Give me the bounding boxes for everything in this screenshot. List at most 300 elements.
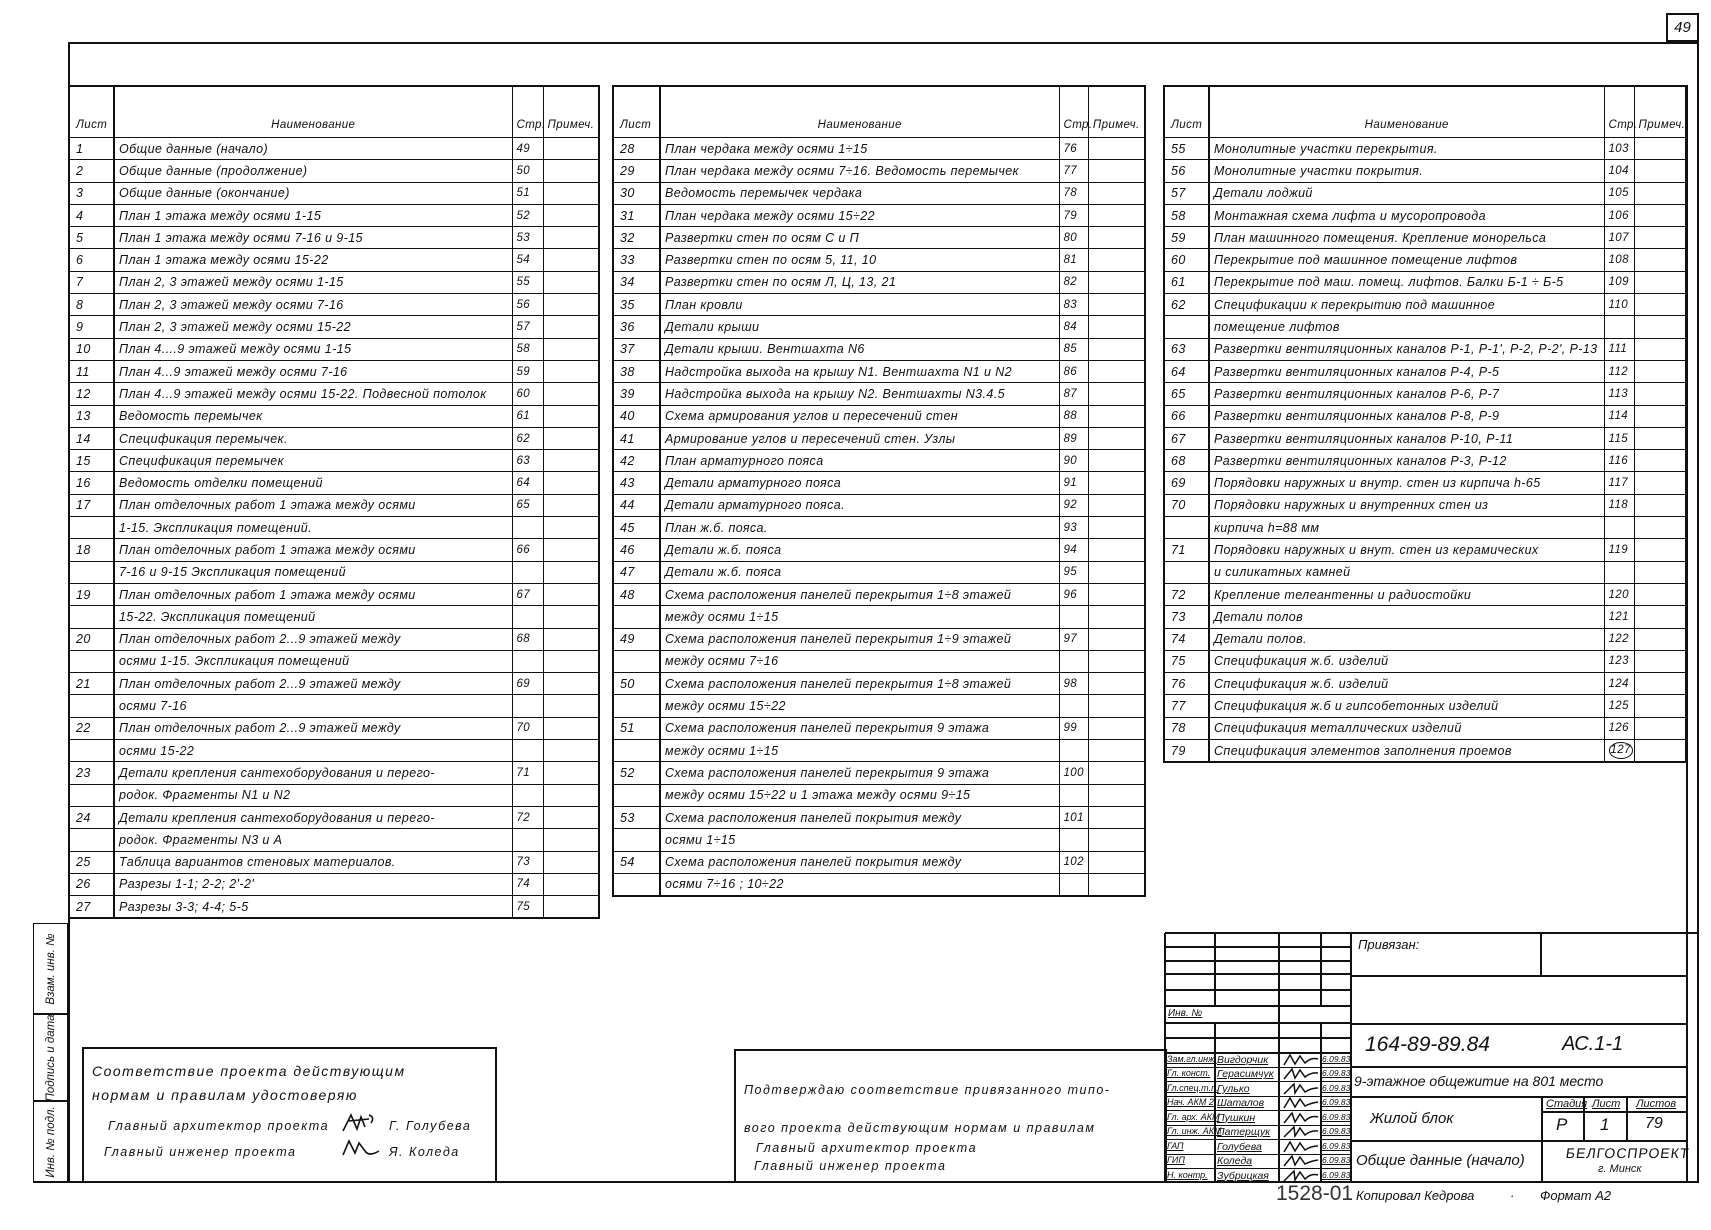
note-cell — [543, 561, 599, 583]
table-row — [613, 204, 1145, 226]
staff-role: Нач. АКМ 2 — [1167, 1097, 1214, 1108]
table-row — [69, 160, 599, 182]
sheet-name-cell: План чердака между осями 15÷22 — [660, 204, 1059, 226]
note-cell — [543, 583, 599, 605]
side-stamp-label: Подпись и дата — [44, 1014, 57, 1101]
table-row — [1164, 360, 1686, 382]
sheet-name-cell: Таблица вариантов стеновых материалов. — [114, 851, 512, 873]
sheet-name-cell: Общие данные (окончание) — [114, 182, 512, 204]
sheet-name-cell: Монтажная схема лифта и мусоропровода — [1209, 204, 1604, 226]
table-row — [69, 227, 599, 249]
page-cell — [1059, 695, 1088, 717]
sheet-number-cell: 53 — [613, 806, 660, 828]
page-cell: 93 — [1059, 517, 1088, 539]
sheet-number-cell: 57 — [1164, 182, 1209, 204]
sheet-number-cell: 6 — [69, 249, 114, 271]
stage-label: Стадия — [1546, 1098, 1588, 1110]
table-row-continuation — [69, 561, 599, 583]
note-cell — [1634, 227, 1686, 249]
page-cell: 111 — [1604, 338, 1634, 360]
signature — [1281, 1154, 1321, 1169]
note-cell — [543, 695, 599, 717]
page-cell: 100 — [1059, 762, 1088, 784]
sheet-number-cell: 59 — [1164, 227, 1209, 249]
bound-label: Привязан: — [1358, 937, 1420, 952]
sheet-value: 1 — [1600, 1115, 1610, 1134]
approval-text: вого проекта действующим нормам и правилам — [744, 1121, 1096, 1135]
title-block-line — [1214, 1023, 1215, 1183]
table-row — [69, 806, 599, 828]
title-block-line — [1542, 1111, 1687, 1113]
sheet-name-cell: осями 7-16 — [114, 695, 512, 717]
page-cell — [512, 650, 543, 672]
staff-date: 6.09.83 — [1322, 1169, 1351, 1180]
title-block-line — [1351, 1023, 1687, 1025]
table-row — [69, 182, 599, 204]
sheet-number-cell: 71 — [1164, 539, 1209, 561]
table-row — [69, 494, 599, 516]
note-cell — [1088, 806, 1145, 828]
signer-role: Главный архитектор проекта — [108, 1119, 330, 1133]
sheet-name-cell: Развертки вентиляционных каналов Р-1, Р-1', Р-2, Р-2', Р-13 — [1209, 338, 1604, 360]
page-cell: 103 — [1604, 138, 1634, 160]
note-cell — [1088, 182, 1145, 204]
signature — [1281, 1053, 1321, 1068]
sheet-name-cell: Развертки стен по осям С и П — [660, 227, 1059, 249]
title-block-line — [1165, 973, 1351, 974]
page-cell: 63 — [512, 450, 543, 472]
sheet-name-cell: Детали ж.б. пояса — [660, 539, 1059, 561]
sheet-name-cell: между осями 15÷22 — [660, 695, 1059, 717]
note-cell — [1634, 271, 1686, 293]
table-header — [69, 86, 599, 138]
sheet-number-cell — [1164, 517, 1209, 539]
sheet-number-cell: 12 — [69, 383, 114, 405]
sheet-number-cell: 37 — [613, 338, 660, 360]
sheet-name-cell: Развертки стен по осям 5, 11, 10 — [660, 249, 1059, 271]
table-row-continuation — [613, 740, 1145, 762]
sheet-name-cell: между осями 1÷15 — [660, 740, 1059, 762]
sheet-number-cell: 50 — [613, 673, 660, 695]
note-cell — [543, 204, 599, 226]
sheet-number-cell: 2 — [69, 160, 114, 182]
page-cell: 71 — [512, 762, 543, 784]
sheet-number-cell: 46 — [613, 539, 660, 561]
sheet-number-cell: 1 — [69, 138, 114, 160]
sheet-number-cell — [613, 829, 660, 851]
note-cell — [1088, 717, 1145, 739]
sheet-name-cell: Перекрытие под машинное помещение лифтов — [1209, 249, 1604, 271]
page-cell: 107 — [1604, 227, 1634, 249]
page-cell — [1604, 316, 1634, 338]
sheet-number-cell — [69, 695, 114, 717]
table-row — [1164, 628, 1686, 650]
sheet-number-cell: 34 — [613, 271, 660, 293]
inv-number-label: Инв. № — [1168, 1008, 1203, 1019]
signature — [339, 1137, 381, 1161]
sheet-name-cell: Спецификация металлических изделий — [1209, 717, 1604, 739]
header-name: Наименование — [114, 86, 512, 138]
page-cell: 88 — [1059, 405, 1088, 427]
side-stamp-label: Взам. инв. № — [44, 932, 57, 1005]
sheet-name-cell: родок. Фрагменты N1 и N2 — [114, 784, 512, 806]
header-sheet: Лист — [69, 86, 114, 138]
title-block-line — [1165, 932, 1699, 934]
sheet-name-cell: План чердака между осями 7÷16. Ведомость перемычек — [660, 160, 1059, 182]
table-row — [69, 628, 599, 650]
sheet-number-cell: 68 — [1164, 450, 1209, 472]
sheet-name-cell: Общие данные (продолжение) — [114, 160, 512, 182]
staff-role: Гл. инж. АКМ — [1167, 1126, 1222, 1137]
table-row — [69, 427, 599, 449]
page-cell: 65 — [512, 494, 543, 516]
table-row — [613, 271, 1145, 293]
table-row — [1164, 539, 1686, 561]
note-cell — [543, 673, 599, 695]
sheet-name-cell: План 1 этажа между осями 7-16 и 9-15 — [114, 227, 512, 249]
sheet-name-cell: и силикатных камней — [1209, 561, 1604, 583]
table-row — [1164, 271, 1686, 293]
sheet-name-cell: Порядовки наружных и внут. стен из керамических — [1209, 539, 1604, 561]
page-cell: 84 — [1059, 316, 1088, 338]
sheet-name-cell: Спецификация ж.б. изделий — [1209, 650, 1604, 672]
sheet-name-cell: План отделочных работ 2...9 этажей между — [114, 717, 512, 739]
sheet-number-cell: 56 — [1164, 160, 1209, 182]
sheet-name-cell: Монолитные участки покрытия. — [1209, 160, 1604, 182]
page-cell: 121 — [1604, 606, 1634, 628]
note-cell — [1634, 494, 1686, 516]
sheet-name-cell: План отделочных работ 1 этажа между осями — [114, 583, 512, 605]
note-cell — [1634, 294, 1686, 316]
page-cell: 52 — [512, 204, 543, 226]
table-row — [69, 294, 599, 316]
page-cell: 105 — [1604, 182, 1634, 204]
sheet-number-cell — [69, 784, 114, 806]
page-cell: 126 — [1604, 717, 1634, 739]
table-row — [613, 427, 1145, 449]
sheet-name-cell: Детали лоджий — [1209, 182, 1604, 204]
page-cell — [1604, 561, 1634, 583]
page-cell — [1059, 784, 1088, 806]
table-row-continuation — [1164, 316, 1686, 338]
table-row — [69, 204, 599, 226]
page-cell: 102 — [1059, 851, 1088, 873]
table-row-continuation — [1164, 561, 1686, 583]
page-cell — [1059, 873, 1088, 896]
sheet-number-cell: 65 — [1164, 383, 1209, 405]
page-cell: 97 — [1059, 628, 1088, 650]
page-cell: 60 — [512, 383, 543, 405]
note-cell — [1634, 740, 1686, 763]
sheet-name-cell: между осями 15÷22 и 1 этажа между осями 9÷15 — [660, 784, 1059, 806]
sheet-name-cell: Развертки вентиляционных каналов Р-3, Р-12 — [1209, 450, 1604, 472]
note-cell — [543, 784, 599, 806]
side-stamp-label: Инв. № подл. — [44, 1106, 57, 1178]
table-row-continuation — [613, 784, 1145, 806]
page-cell: 59 — [512, 360, 543, 382]
staff-role: Гл.спец.т.п. — [1167, 1082, 1219, 1093]
title-block-line — [1214, 933, 1215, 1006]
sheet-name-cell: План отделочных работ 2...9 этажей между — [114, 628, 512, 650]
note-cell — [1088, 561, 1145, 583]
archive-number: 1528-01 — [1276, 1182, 1354, 1205]
table-row — [613, 294, 1145, 316]
signer-name: Г. Голубева — [389, 1119, 472, 1133]
sheet-name-cell: Детали арматурного пояса — [660, 472, 1059, 494]
page-cell: 115 — [1604, 427, 1634, 449]
signature — [1281, 1067, 1321, 1082]
sheet-number-cell: 72 — [1164, 583, 1209, 605]
building-name: Жилой блок — [1370, 1110, 1454, 1127]
title-block-line — [1165, 1037, 1351, 1038]
note-cell — [1634, 650, 1686, 672]
note-cell — [1088, 539, 1145, 561]
page-cell: 116 — [1604, 450, 1634, 472]
table-row-continuation — [613, 829, 1145, 851]
note-cell — [1088, 740, 1145, 762]
table-row-continuation — [69, 650, 599, 672]
sheet-number-cell: 9 — [69, 316, 114, 338]
sheet-number-cell: 38 — [613, 360, 660, 382]
sheet-name-cell: Надстройка выхода на крышу N2. Вентшахты N3.4.5 — [660, 383, 1059, 405]
sheet-number-cell: 75 — [1164, 650, 1209, 672]
table-row — [613, 360, 1145, 382]
sheet-name-cell: План 2, 3 этажей между осями 1-15 — [114, 271, 512, 293]
sheet-number-cell: 18 — [69, 539, 114, 561]
page-cell: 110 — [1604, 294, 1634, 316]
page-cell: 113 — [1604, 383, 1634, 405]
note-cell — [543, 829, 599, 851]
sheet-name-cell: Детали крепления сантехоборудования и перего- — [114, 806, 512, 828]
sheet-number-cell — [1164, 316, 1209, 338]
page-cell: 79 — [1059, 204, 1088, 226]
sheet-name-cell: между осями 1÷15 — [660, 606, 1059, 628]
note-cell — [1088, 450, 1145, 472]
note-cell — [1088, 829, 1145, 851]
note-cell — [1088, 427, 1145, 449]
side-stamp-original-inv — [33, 1101, 68, 1183]
page-cell: 96 — [1059, 583, 1088, 605]
sheet-name-cell: Схема расположения панелей перекрытия 1÷9 этажей — [660, 628, 1059, 650]
sheet-name-cell: Ведомость перемычек — [114, 405, 512, 427]
header-sheet: Лист — [613, 86, 660, 138]
sheet-number-cell — [69, 829, 114, 851]
sheet-number-cell: 40 — [613, 405, 660, 427]
page-cell: 64 — [512, 472, 543, 494]
table-row — [613, 316, 1145, 338]
table-row — [613, 717, 1145, 739]
sheet-name-cell: 15-22. Экспликация помещений — [114, 606, 512, 628]
sheet-name-cell: Крепление телеантенны и радиостойки — [1209, 583, 1604, 605]
staff-name: Гулько — [1217, 1082, 1250, 1095]
sheet-name-cell: помещение лифтов — [1209, 316, 1604, 338]
page-cell — [1059, 650, 1088, 672]
signature — [1281, 1082, 1321, 1097]
note-cell — [1088, 360, 1145, 382]
table-row — [613, 472, 1145, 494]
note-cell — [543, 628, 599, 650]
table-row — [613, 249, 1145, 271]
sheet-number-cell — [613, 740, 660, 762]
signature — [1281, 1111, 1321, 1126]
note-cell — [1088, 271, 1145, 293]
sheet-name-cell: Монолитные участки перекрытия. — [1209, 138, 1604, 160]
note-cell — [1634, 717, 1686, 739]
table-row — [613, 450, 1145, 472]
sheet-number-cell: 32 — [613, 227, 660, 249]
note-cell — [1634, 338, 1686, 360]
sheet-name-cell: План 4...9 этажей между осями 7-16 — [114, 360, 512, 382]
sheet-number-cell: 5 — [69, 227, 114, 249]
title-block-line — [1278, 933, 1280, 1183]
staff-role: Зам.гл.инж. — [1167, 1054, 1217, 1064]
sheet-title: Общие данные (начало) — [1356, 1152, 1525, 1169]
sheet-name-cell: Спецификация ж.б. изделий — [1209, 673, 1604, 695]
note-cell — [543, 517, 599, 539]
sheet-number-cell: 39 — [613, 383, 660, 405]
page-cell: 95 — [1059, 561, 1088, 583]
page-cell: 61 — [512, 405, 543, 427]
note-cell — [543, 405, 599, 427]
note-cell — [1088, 227, 1145, 249]
table-row — [1164, 695, 1686, 717]
sheet-number-cell: 58 — [1164, 204, 1209, 226]
page-cell: 75 — [512, 896, 543, 919]
sheet-name-cell: Надстройка выхода на крышу N1. Вентшахта N1 и N2 — [660, 360, 1059, 382]
sheets-value: 79 — [1645, 1115, 1663, 1132]
staff-name: Шаталов — [1217, 1097, 1265, 1110]
table-row — [69, 673, 599, 695]
approval-text: Подтверждаю соответствие привязанного типо- — [744, 1083, 1111, 1097]
table-row — [1164, 160, 1686, 182]
sheet-number-cell: 74 — [1164, 628, 1209, 650]
sheet-number-cell: 11 — [69, 360, 114, 382]
note-cell — [1634, 472, 1686, 494]
page-cell: 76 — [1059, 138, 1088, 160]
page-cell: 109 — [1604, 271, 1634, 293]
header-note: Примеч. — [1634, 86, 1686, 138]
note-cell — [543, 650, 599, 672]
sheet-number-cell: 23 — [69, 762, 114, 784]
page-cell — [512, 561, 543, 583]
table-row-continuation — [613, 650, 1145, 672]
table-row — [1164, 427, 1686, 449]
title-block-line — [1351, 1066, 1687, 1068]
table-row — [1164, 249, 1686, 271]
sheet-name-cell: Детали полов — [1209, 606, 1604, 628]
table-row-continuation — [69, 517, 599, 539]
table-row-continuation — [69, 606, 599, 628]
header-name: Наименование — [660, 86, 1059, 138]
note-cell — [1634, 517, 1686, 539]
note-cell — [1634, 160, 1686, 182]
title-block-line — [1351, 975, 1687, 977]
note-cell — [1088, 873, 1145, 896]
table-row — [613, 138, 1145, 160]
staff-name: Герасимчук — [1217, 1068, 1274, 1081]
table-row — [613, 583, 1145, 605]
approval-box-left — [82, 1047, 497, 1183]
table-row — [613, 762, 1145, 784]
table-row — [613, 383, 1145, 405]
table-row — [69, 583, 599, 605]
note-cell — [1088, 851, 1145, 873]
title-block-line — [1165, 1005, 1351, 1007]
sheet-number-cell: 8 — [69, 294, 114, 316]
sheet-name-cell: осями 1-15. Экспликация помещений — [114, 650, 512, 672]
staff-date: 6.09.83 — [1322, 1068, 1351, 1079]
note-cell — [1634, 427, 1686, 449]
sheet-name-cell: План 1 этажа между осями 15-22 — [114, 249, 512, 271]
header-sheet: Лист — [1164, 86, 1209, 138]
note-cell — [1634, 628, 1686, 650]
sheet-number-cell: 61 — [1164, 271, 1209, 293]
page-cell: 53 — [512, 227, 543, 249]
sheet-name-cell: Схема расположения панелей перекрытия 9 этажа — [660, 717, 1059, 739]
page-cell: 98 — [1059, 673, 1088, 695]
page-cell: 117 — [1604, 472, 1634, 494]
sheet-number-cell — [613, 695, 660, 717]
sheet-name-cell: Разрезы 1-1; 2-2; 2'-2' — [114, 873, 512, 895]
sheet-index-table — [612, 85, 1146, 897]
table-row — [613, 673, 1145, 695]
page-cell: 69 — [512, 673, 543, 695]
table-row — [69, 405, 599, 427]
sheet-name-cell: План 2, 3 этажей между осями 15-22 — [114, 316, 512, 338]
page-cell — [512, 740, 543, 762]
sheet-number-cell: 77 — [1164, 695, 1209, 717]
sheet-number-cell: 42 — [613, 450, 660, 472]
staff-name: Зубрицкая — [1217, 1169, 1269, 1182]
sheet-number-cell: 78 — [1164, 717, 1209, 739]
sheet-number-cell: 70 — [1164, 494, 1209, 516]
sheet-name-cell: между осями 7÷16 — [660, 650, 1059, 672]
sheet-number-cell: 52 — [613, 762, 660, 784]
sheet-number-cell: 15 — [69, 450, 114, 472]
note-cell — [543, 494, 599, 516]
staff-name: Вигдорчик — [1217, 1054, 1269, 1066]
table-row — [613, 851, 1145, 873]
sheet-name-cell: Развертки стен по осям Л, Ц, 13, 21 — [660, 271, 1059, 293]
sheet-name-cell: План отделочных работ 1 этажа между осями — [114, 494, 512, 516]
title-block-line — [1165, 946, 1351, 947]
staff-role: Н. контр. — [1167, 1169, 1208, 1180]
sheet-number-cell — [69, 650, 114, 672]
note-cell — [543, 740, 599, 762]
page-cell: 89 — [1059, 427, 1088, 449]
sheet-number-cell: 60 — [1164, 249, 1209, 271]
sheet-number-cell: 17 — [69, 494, 114, 516]
note-cell — [543, 896, 599, 919]
sheet-number-cell: 43 — [613, 472, 660, 494]
sheet-number-cell: 33 — [613, 249, 660, 271]
note-cell — [543, 160, 599, 182]
note-cell — [1088, 294, 1145, 316]
table-row — [1164, 740, 1686, 763]
sheet-number-cell: 27 — [69, 896, 114, 919]
staff-date: 6.09.83 — [1322, 1111, 1351, 1122]
table-row — [1164, 182, 1686, 204]
note-cell — [1088, 160, 1145, 182]
page-cell: 77 — [1059, 160, 1088, 182]
table-row — [69, 896, 599, 919]
table-row — [69, 717, 599, 739]
page-cell: 118 — [1604, 494, 1634, 516]
note-cell — [543, 227, 599, 249]
sheet-number-cell — [1164, 561, 1209, 583]
table-row — [1164, 138, 1686, 160]
note-cell — [543, 427, 599, 449]
